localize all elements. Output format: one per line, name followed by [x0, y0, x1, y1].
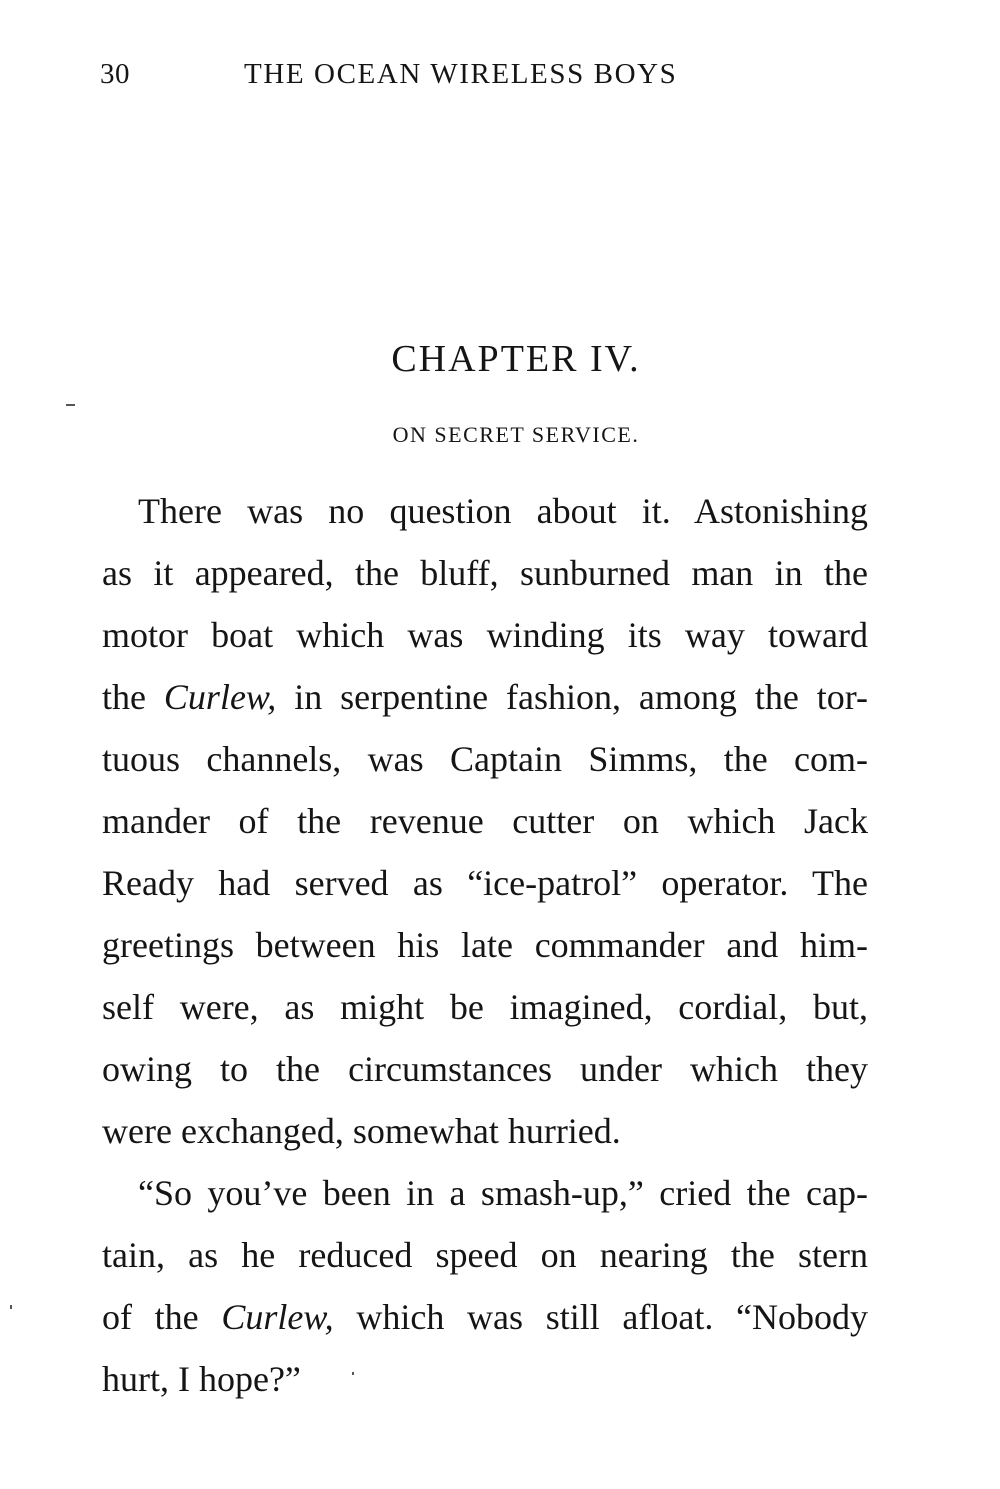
- scan-speck: [352, 1372, 354, 1375]
- text-run: hurt, I hope?”: [102, 1359, 301, 1399]
- text-line: [102, 542, 868, 604]
- text-line: [102, 914, 868, 976]
- text-line: [102, 604, 868, 666]
- text-line: [102, 1224, 868, 1286]
- text-run: of the: [102, 1297, 222, 1337]
- text-run: in serpentine fashion, among the tor-: [276, 677, 869, 717]
- running-title: THE OCEAN WIRELESS BOYS: [244, 58, 678, 90]
- text-line: [102, 728, 868, 790]
- text-line: [102, 790, 868, 852]
- text-run: self were, as might be imagined, cordial, but,: [102, 987, 868, 1027]
- italic-ship-name: Curlew,: [221, 1297, 334, 1337]
- text-run: were exchanged, somewhat hurried.: [102, 1111, 621, 1151]
- text-line: [102, 976, 868, 1038]
- paragraph: [102, 1162, 868, 1410]
- text-line: [102, 1038, 868, 1100]
- chapter-subtitle: ON SECRET SERVICE.: [392, 422, 640, 447]
- page-number: 30: [100, 58, 130, 90]
- page-header: [100, 58, 740, 98]
- text-run: “So you’ve been in a smash-up,” cried the cap-: [138, 1173, 868, 1213]
- text-line: [102, 852, 868, 914]
- body-text: [102, 480, 868, 1410]
- text-line: [102, 666, 868, 728]
- text-run: owing to the circumstances under which they: [102, 1049, 868, 1089]
- text-line: [102, 1100, 868, 1162]
- scan-speck: [66, 404, 75, 406]
- text-line: [102, 1348, 868, 1410]
- scan-speck: [10, 1305, 12, 1309]
- text-run: as it appeared, the bluff, sunburned man in the: [102, 553, 868, 593]
- italic-ship-name: Curlew,: [163, 677, 277, 717]
- text-line: [102, 480, 868, 542]
- text-run: Ready had served as “ice-patrol” operator. The: [102, 863, 868, 903]
- text-line: [102, 1286, 868, 1348]
- text-run: which was still afloat. “Nobody: [333, 1297, 868, 1337]
- text-run: the: [102, 677, 164, 717]
- text-run: mander of the revenue cutter on which Jack: [102, 801, 868, 841]
- paragraph: [102, 480, 868, 1162]
- text-run: There was no question about it. Astonishing: [138, 491, 868, 531]
- text-line: [102, 1162, 868, 1224]
- chapter-title: CHAPTER IV.: [391, 338, 641, 380]
- text-run: tain, as he reduced speed on nearing the stern: [102, 1235, 868, 1275]
- text-run: tuous channels, was Captain Simms, the com-: [102, 739, 868, 779]
- text-run: motor boat which was winding its way toward: [102, 615, 868, 655]
- text-run: greetings between his late commander and him-: [102, 925, 868, 965]
